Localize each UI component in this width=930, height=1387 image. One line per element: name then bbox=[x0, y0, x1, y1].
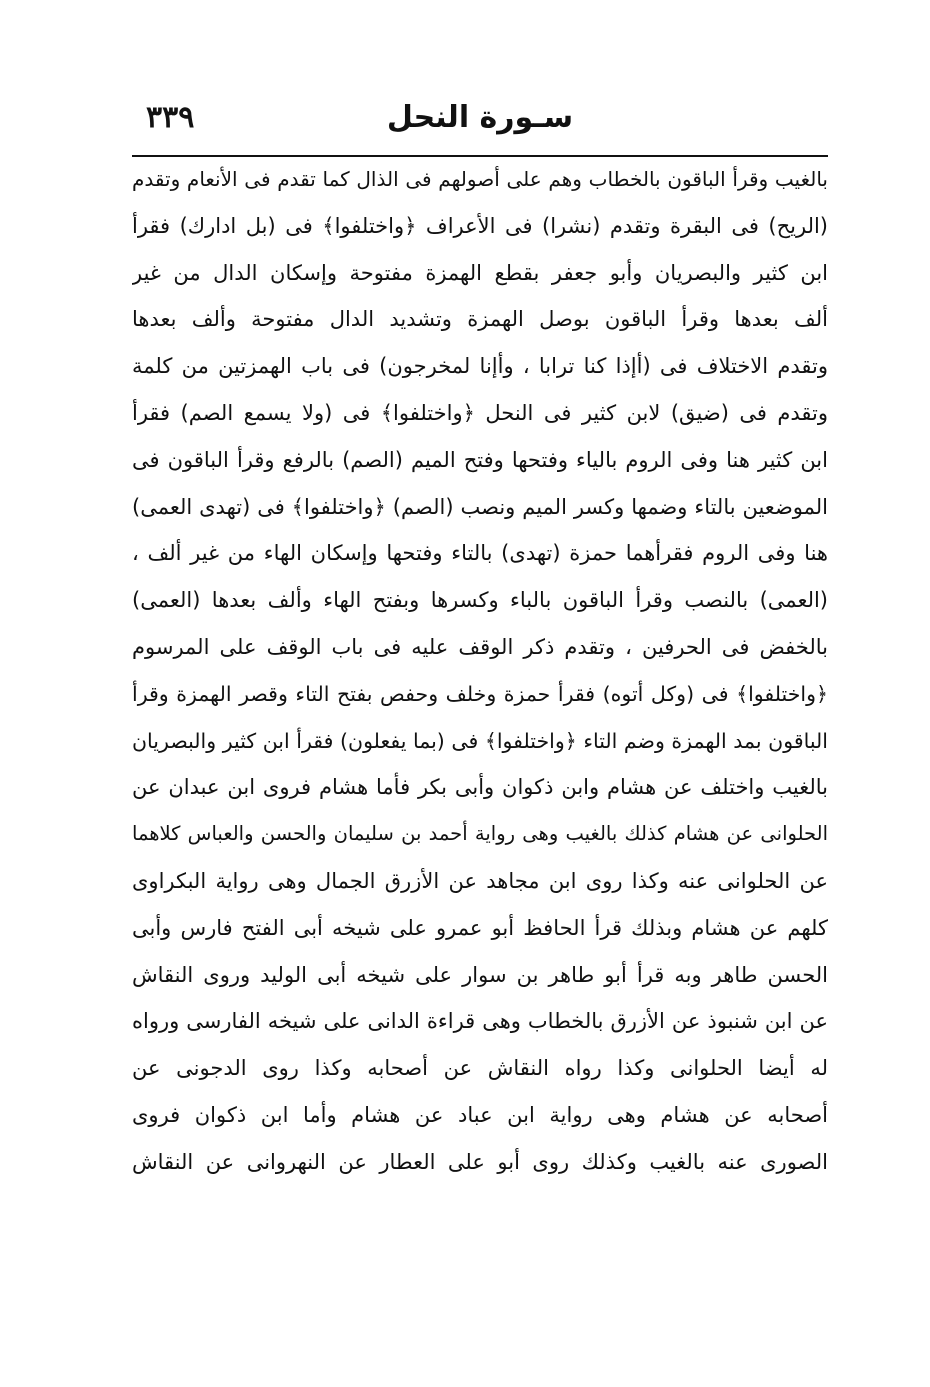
text-line: (العمى) بالنصب وقرأ الباقون بالباء وكسرها وبفتح الهاء وألف بعدها (العمى) bbox=[132, 588, 828, 613]
text-line: ابن كثير هنا وفى الروم بالياء وفتحها وفتح الميم (الصم) بالرفع وقرأ الباقون فى bbox=[132, 447, 828, 472]
text-line: ﴿واختلفوا﴾ فى (وكل أتوه) فقرأ حمزة وخلف وحفص بفتح التاء وقصر الهمزة وقرأ bbox=[132, 681, 828, 706]
text-line: (الريح) فى البقرة وتقدم (نشرا) فى الأعراف ﴿واختلفوا﴾ فى (بل ادارك) فقرأ bbox=[132, 213, 828, 238]
text-line: ابن كثير والبصريان وأبو جعفر بقطع الهمزة مفتوحة وإسكان الدال من غير bbox=[132, 260, 828, 285]
text-line: الحسن طاهر وبه قرأ أبو طاهر بن سوار على شيخه أبى الوليد وروى النقاش bbox=[132, 962, 828, 987]
text-line: عن ابن شنبوذ عن الأزرق بالخطاب وهى قراءة الدانى على شيخه الفارسى ورواه bbox=[132, 1009, 828, 1034]
text-line: بالخفض فى الحرفين ، وتقدم ذكر الوقف عليه فى باب الوقف على المرسوم bbox=[132, 634, 828, 659]
text-line: بالغيب واختلف عن هشام وابن ذكوان وأبى بكر فأما هشام فروى ابن عبدان عن bbox=[132, 775, 828, 800]
text-body bbox=[132, 156, 828, 1186]
page-header bbox=[132, 96, 828, 150]
text-line: وتقدم الاختلاف فى (أإذا كنا ترابا ، وأإنا لمخرجون) فى باب الهمزتين من كلمة bbox=[132, 354, 828, 379]
text-line: هنا وفى الروم فقرأهما حمزة (تهدى) بالتاء وفتحها وإسكان الهاء من غير ألف ، bbox=[132, 541, 828, 566]
text-line: ألف بعدها وقرأ الباقون بوصل الهمزة وتشديد الدال مفتوحة وألف بعدها bbox=[132, 307, 828, 332]
text-line: الصورى عنه بالغيب وكذلك روى أبو على العطار عن النهروانى عن النقاش bbox=[132, 1149, 828, 1174]
text-line: له أيضا الحلوانى وكذا رواه النقاش عن أصحابه وكذا روى الدجونى عن bbox=[132, 1056, 828, 1081]
text-line: أصحابه عن هشام وهى رواية ابن عباد عن هشام وأما ابن ذكوان فروى bbox=[132, 1102, 828, 1127]
running-title: سـورة النحل bbox=[386, 100, 574, 135]
text-line: بالغيب وقرأ الباقون بالخطاب وهم على أصولهم فى الذال كما تقدم فى الأنعام وتقدم bbox=[132, 167, 828, 191]
text-line: الموضعين بالتاء وضمها وكسر الميم ونصب (الصم) ﴿واختلفوا﴾ فى (تهدى العمى) bbox=[132, 494, 828, 519]
text-line: وتقدم فى (ضيق) لابن كثير فى النحل ﴿واختلفوا﴾ فى (ولا يسمع الصم) فقرأ bbox=[132, 400, 828, 425]
text-line: عن الحلوانى عنه وكذا روى ابن مجاهد عن الأزرق الجمال وهى رواية البكراوى bbox=[132, 868, 828, 893]
text-line: الباقون بمد الهمزة وضم التاء ﴿واختلفوا﴾ فى (بما يفعلون) فقرأ ابن كثير والبصريان bbox=[132, 728, 828, 753]
page-number: ٣٣٩ bbox=[146, 100, 195, 135]
text-line: كلهم عن هشام وبذلك قرأ الحافظ أبو عمرو على شيخه أبى الفتح فارس وأبى bbox=[132, 915, 828, 940]
text-line: الحلوانى عن هشام كذلك بالغيب وهى رواية أحمد بن سليمان والحسن والعباس كلاهما bbox=[132, 822, 828, 846]
